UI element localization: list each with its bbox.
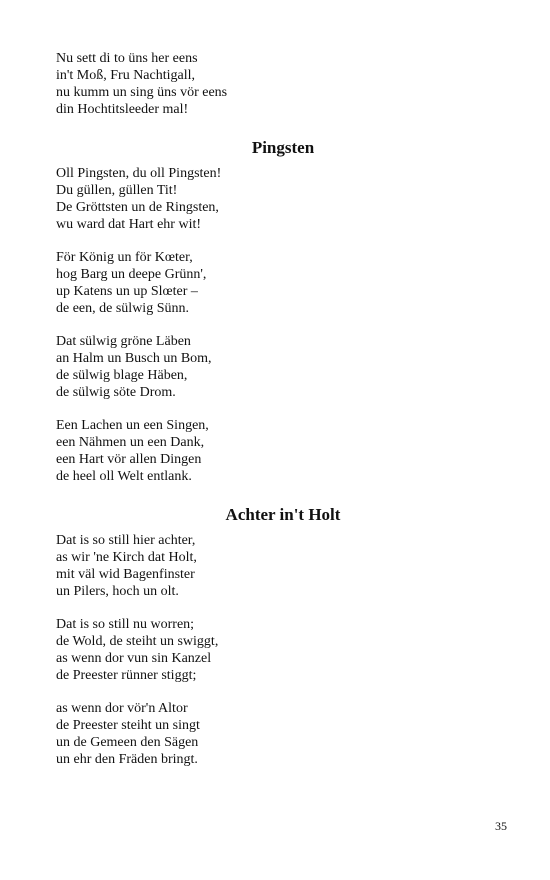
poem-line: hog Barg un deepe Grünn', — [56, 267, 207, 282]
poem-line: in't Moß, Fru Nachtigall, — [56, 68, 196, 83]
spacer — [56, 401, 510, 417]
poem-line: Nu sett di to üns her eens — [56, 51, 198, 66]
pingsten-stanza-3 — [56, 333, 510, 401]
poem-line: de Preester rünner stiggt; — [56, 668, 197, 683]
poem-line: een Hart vör allen Dingen — [56, 452, 202, 467]
poem-title-achter-int-holt: Achter in't Holt — [225, 505, 341, 524]
pingsten-stanza-1 — [56, 165, 510, 233]
holt-stanza-1 — [56, 532, 510, 600]
spacer — [56, 317, 510, 333]
pingsten-stanza-2 — [56, 249, 510, 317]
holt-stanza-2 — [56, 616, 510, 684]
poem-line: as wenn dor vör'n Altor — [56, 701, 188, 716]
poem-line: de sülwig blage Häben, — [56, 368, 188, 383]
poem-line: de heel oll Welt entlank. — [56, 469, 192, 484]
poem-line: de Wold, de steiht un swiggt, — [56, 634, 219, 649]
page-number: 35 — [495, 819, 507, 833]
poem-line: de een, de sülwig Sünn. — [56, 301, 189, 316]
holt-stanza-3 — [56, 700, 510, 768]
page-content — [56, 50, 510, 768]
poem-line: Dat is so still hier achter, — [56, 533, 196, 548]
poem-line: Du güllen, güllen Tit! — [56, 183, 178, 198]
poem-line: wu ward dat Hart ehr wit! — [56, 217, 202, 232]
poem-line: an Halm un Busch un Bom, — [56, 351, 212, 366]
poem-line: De Gröttsten un de Ringsten, — [56, 200, 219, 215]
poem-line: Dat sülwig gröne Läben — [56, 334, 191, 349]
poem-line: de sülwig söte Drom. — [56, 385, 176, 400]
poem-line: Dat is so still nu worren; — [56, 617, 195, 632]
poem-line: de Preester steiht un singt — [56, 718, 200, 733]
poem-line: nu kumm un sing üns vör eens — [56, 85, 228, 100]
spacer — [56, 233, 510, 249]
intro-stanza-1 — [56, 50, 510, 118]
pingsten-stanza-4 — [56, 417, 510, 485]
spacer — [56, 684, 510, 700]
poem-line: as wenn dor vun sin Kanzel — [56, 651, 212, 666]
poem-line: mit väl wid Bagenfinster — [56, 567, 195, 582]
poem-line: Een Lachen un een Singen, — [56, 418, 209, 433]
spacer — [56, 600, 510, 616]
poem-line: un ehr den Fräden bringt. — [56, 752, 198, 767]
poem-line: din Hochtitsleeder mal! — [56, 102, 189, 117]
poem-line: as wir 'ne Kirch dat Holt, — [56, 550, 197, 565]
poem-line: Oll Pingsten, du oll Pingsten! — [56, 166, 222, 181]
poem-line: un Pilers, hoch un olt. — [56, 584, 179, 599]
poem-line: un de Gemeen den Sägen — [56, 735, 199, 750]
poem-title-pingsten: Pingsten — [251, 138, 315, 157]
spacer — [56, 118, 510, 137]
spacer — [56, 485, 510, 504]
poem-line: een Nähmen un een Dank, — [56, 435, 205, 450]
poem-line: up Katens un up Slœter – — [56, 284, 198, 299]
poem-line: För König un för Kœter, — [56, 250, 193, 265]
